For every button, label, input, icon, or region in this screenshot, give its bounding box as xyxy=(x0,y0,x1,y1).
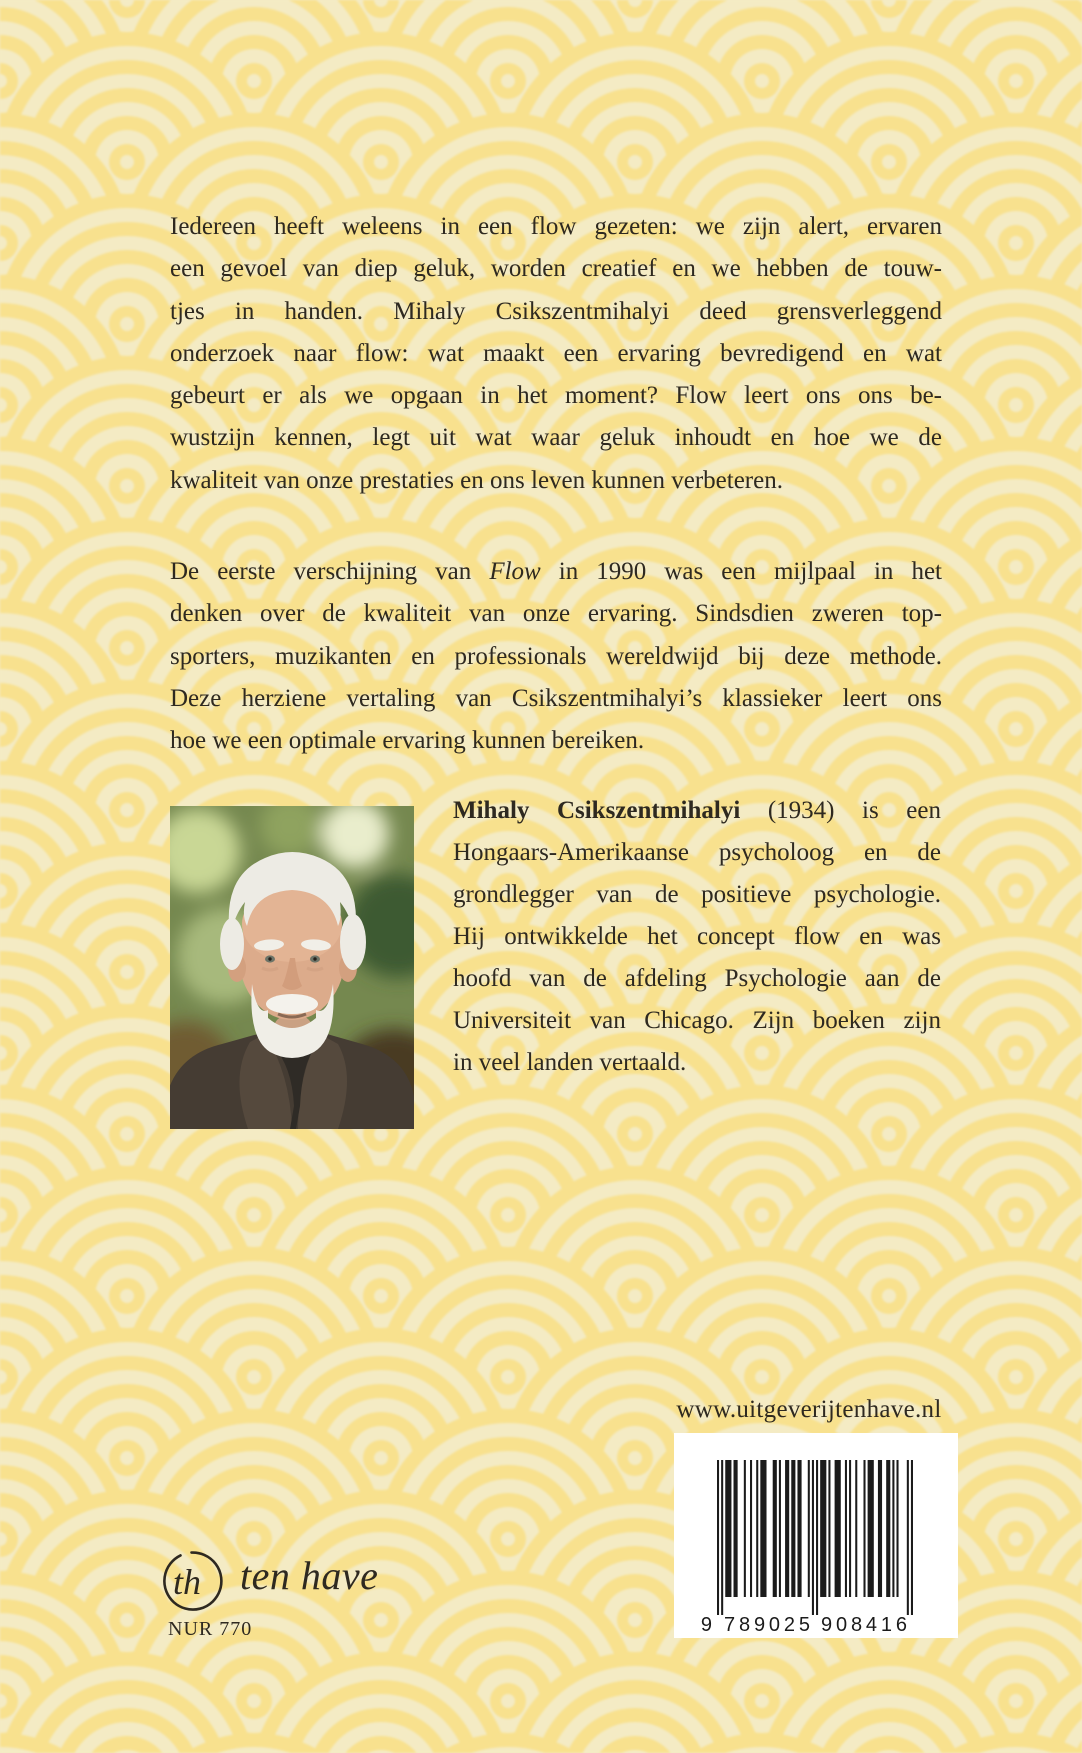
ean-barcode xyxy=(674,1433,958,1638)
text-line: tjes in handen. Mihaly Csikszentmihalyi deed grensverleggend xyxy=(170,297,942,325)
barcode-digits: 789025 xyxy=(724,1614,810,1636)
text-line: onderzoek naar flow: wat maakt een ervaring bevredigend en wat xyxy=(170,339,942,367)
barcode-digits: 908416 xyxy=(821,1614,907,1636)
text-line: sporters, muzikanten en professionals wereldwijd bij deze methode. xyxy=(170,642,942,670)
nur-code: NUR 770 xyxy=(168,1618,253,1640)
text-line: Universiteit van Chicago. Zijn boeken zijn xyxy=(453,1007,941,1034)
barcode-digits: 9 xyxy=(700,1614,712,1636)
synopsis-paragraph-2 xyxy=(170,551,942,762)
text-line: kwaliteit van onze prestaties en ons leven kunnen verbeteren. xyxy=(170,466,783,494)
text-line: hoofd van de afdeling Psychologie aan de xyxy=(453,965,941,992)
text-line: in veel landen vertaald. xyxy=(453,1049,687,1076)
publisher-name: ten have xyxy=(240,1553,379,1598)
text-line: Deze herziene vertaling van Csikszentmihalyi’s klassieker leert ons xyxy=(170,684,942,712)
text-line: De eerste verschijning van Flow in 1990 was een mijlpaal in het xyxy=(170,558,942,585)
barcode-panel xyxy=(674,1433,958,1638)
text-line: Hongaars-Amerikaanse psycholoog en de xyxy=(453,839,941,866)
text-line: grondlegger van de positieve psychologie. xyxy=(453,881,941,908)
text-line: een gevoel van diep geluk, worden creatief en we hebben de touw- xyxy=(170,255,942,283)
text-line: Hij ontwikkelde het concept flow en was xyxy=(453,923,941,950)
synopsis-paragraph-1 xyxy=(170,206,942,502)
publisher-logo xyxy=(160,1545,378,1615)
text-line: hoe we een optimale ervaring kunnen bereiken. xyxy=(170,727,645,755)
author-photo xyxy=(170,806,414,1129)
text-line: wustzijn kennen, legt uit wat waar geluk inhoudt en hoe we de xyxy=(170,424,942,452)
publisher-monogram-icon xyxy=(160,1545,226,1615)
svg-text:th: th xyxy=(173,1562,202,1602)
text-line: denken over de kwaliteit van onze ervaring. Sindsdien zweren top- xyxy=(170,600,942,628)
website-url: www.uitgeverijtenhave.nl xyxy=(676,1396,942,1423)
text-line: Iedereen heeft weleens in een flow gezeten: we zijn alert, ervaren xyxy=(170,213,942,240)
text-line: Mihaly Csikszentmihalyi (1934) is een xyxy=(453,797,941,824)
text-line: gebeurt er als we opgaan in het moment? Flow leert ons ons be- xyxy=(170,382,942,410)
author-bio xyxy=(453,790,941,1084)
author-portrait-illustration xyxy=(170,806,414,1129)
